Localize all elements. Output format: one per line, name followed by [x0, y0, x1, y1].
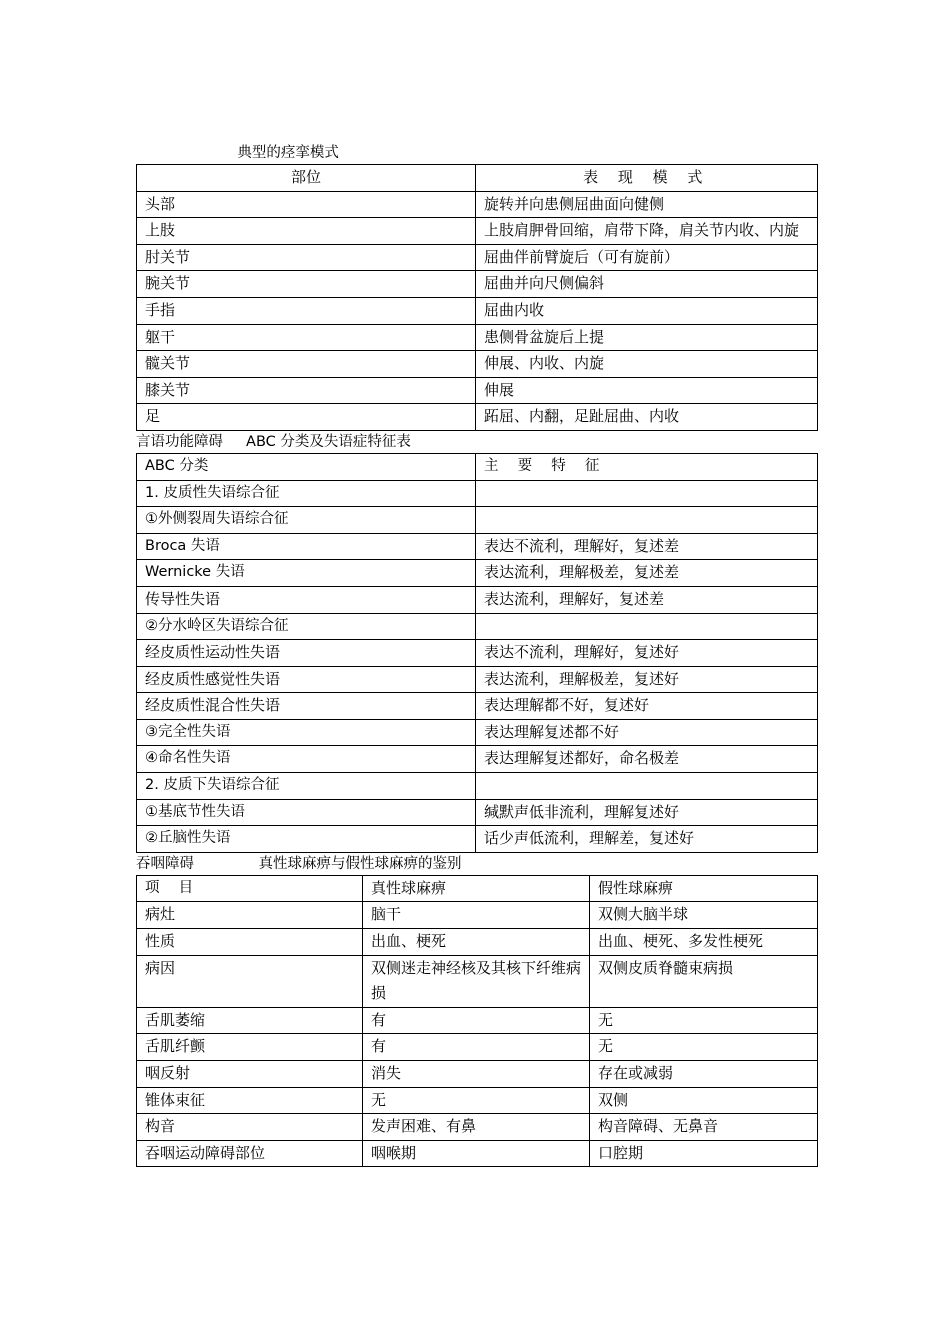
cell: 表达理解都不好，复述好 — [476, 693, 818, 720]
cell: 经皮质性感觉性失语 — [137, 666, 476, 693]
table-row — [137, 955, 818, 1007]
cell: ①基底节性失语 — [137, 799, 476, 826]
cell: 髋关节 — [137, 351, 476, 378]
table-row — [137, 297, 818, 324]
cell: ④命名性失语 — [137, 746, 476, 773]
table-row — [137, 1007, 818, 1034]
cell: 有 — [363, 1034, 590, 1061]
table-row — [137, 377, 818, 404]
cell: 经皮质性运动性失语 — [137, 640, 476, 667]
table-row — [137, 902, 818, 929]
table-row — [137, 507, 818, 534]
table-row — [137, 191, 818, 218]
cell: 经皮质性混合性失语 — [137, 693, 476, 720]
cell: 2. 皮质下失语综合征 — [137, 773, 476, 800]
cell: 出血、梗死 — [363, 929, 590, 956]
cell — [476, 613, 818, 640]
cell: 舌肌萎缩 — [137, 1007, 363, 1034]
cell: 手指 — [137, 297, 476, 324]
cell: Wernicke 失语 — [137, 560, 476, 587]
cell: 缄默声低非流利，理解复述好 — [476, 799, 818, 826]
table-row — [137, 1034, 818, 1061]
cell: 无 — [590, 1007, 818, 1034]
cell: ②分水岭区失语综合征 — [137, 613, 476, 640]
header-cell-true-bulbar: 真性球麻痹 — [363, 875, 590, 902]
cell: 1. 皮质性失语综合征 — [137, 480, 476, 507]
cell: ③完全性失语 — [137, 719, 476, 746]
table-row — [137, 746, 818, 773]
cell: 有 — [363, 1007, 590, 1034]
table-row — [137, 666, 818, 693]
table-row — [137, 533, 818, 560]
cell: 出血、梗死、多发性梗死 — [590, 929, 818, 956]
cell: 双侧 — [590, 1087, 818, 1114]
cell — [476, 507, 818, 534]
cell: 双侧大脑半球 — [590, 902, 818, 929]
cell — [476, 773, 818, 800]
table-row — [137, 799, 818, 826]
cell: 上肢 — [137, 218, 476, 245]
cell: 吞咽运动障碍部位 — [137, 1140, 363, 1167]
cell: 患侧骨盆旋后上提 — [476, 324, 818, 351]
cell: ①外侧裂周失语综合征 — [137, 507, 476, 534]
table-row — [137, 773, 818, 800]
table-row — [137, 324, 818, 351]
cell: 发声困难、有鼻 — [363, 1114, 590, 1141]
cell: Broca 失语 — [137, 533, 476, 560]
cell: 口腔期 — [590, 1140, 818, 1167]
cell: 表达不流利，理解好，复述好 — [476, 640, 818, 667]
table-header-row — [137, 165, 818, 192]
table-row — [137, 560, 818, 587]
table-row — [137, 244, 818, 271]
table-row — [137, 480, 818, 507]
table-row — [137, 404, 818, 431]
cell: 屈曲内收 — [476, 297, 818, 324]
cell: 伸展、内收、内旋 — [476, 351, 818, 378]
header-cell-pattern: 表 现 模 式 — [476, 165, 818, 192]
cell: 跖屈、内翻，足趾屈曲、内收 — [476, 404, 818, 431]
cell: 足 — [137, 404, 476, 431]
spasm-pattern-table — [136, 164, 818, 431]
header-cell-abc: ABC 分类 — [137, 453, 476, 480]
cell: 头部 — [137, 191, 476, 218]
aphasia-table — [136, 453, 818, 853]
cell: 表达流利，理解极差，复述差 — [476, 560, 818, 587]
cell: 表达流利，理解好，复述差 — [476, 586, 818, 613]
cell: 无 — [363, 1087, 590, 1114]
table-row — [137, 1087, 818, 1114]
cell: 表达理解复述都好，命名极差 — [476, 746, 818, 773]
table-row — [137, 271, 818, 298]
aphasia-caption: 言语功能障碍 ABC 分类及失语症特征表 — [136, 433, 411, 450]
cell: 消失 — [363, 1061, 590, 1088]
cell: 锥体束征 — [137, 1087, 363, 1114]
cell: 咽喉期 — [363, 1140, 590, 1167]
table-row — [137, 1114, 818, 1141]
cell: 双侧皮质脊髓束病损 — [590, 955, 818, 1007]
table-row — [137, 929, 818, 956]
table-row — [137, 613, 818, 640]
cell: 腕关节 — [137, 271, 476, 298]
cell: 话少声低流利，理解差，复述好 — [476, 826, 818, 853]
cell: 咽反射 — [137, 1061, 363, 1088]
cell: 舌肌纤颤 — [137, 1034, 363, 1061]
cell: 构音障碍、无鼻音 — [590, 1114, 818, 1141]
cell — [476, 480, 818, 507]
bulbar-palsy-table — [136, 875, 818, 1168]
table-row — [137, 693, 818, 720]
header-cell-pseudo-bulbar: 假性球麻痹 — [590, 875, 818, 902]
header-cell-part: 部位 — [137, 165, 476, 192]
cell: 性质 — [137, 929, 363, 956]
cell: 传导性失语 — [137, 586, 476, 613]
cell: 屈曲并向尺侧偏斜 — [476, 271, 818, 298]
cell: 脑干 — [363, 902, 590, 929]
cell: 屈曲伴前臂旋后（可有旋前） — [476, 244, 818, 271]
cell: 无 — [590, 1034, 818, 1061]
bulbar-palsy-caption: 吞咽障碍 真性球麻痹与假性球麻痹的鉴别 — [136, 855, 462, 872]
cell: 存在或减弱 — [590, 1061, 818, 1088]
table-row — [137, 826, 818, 853]
document-page — [136, 142, 817, 1167]
cell: 表达流利，理解极差，复述好 — [476, 666, 818, 693]
cell: 表达理解复述都不好 — [476, 719, 818, 746]
cell: 旋转并向患侧屈曲面向健侧 — [476, 191, 818, 218]
cell: 上肢肩胛骨回缩，肩带下降，肩关节内收、内旋 — [476, 218, 818, 245]
table-header-row — [137, 453, 818, 480]
cell: 躯干 — [137, 324, 476, 351]
table-row — [137, 719, 818, 746]
table-row — [137, 586, 818, 613]
table-row — [137, 218, 818, 245]
table-header-row — [137, 875, 818, 902]
table-row — [137, 1061, 818, 1088]
header-cell-feature: 主 要 特 征 — [476, 453, 818, 480]
cell: 膝关节 — [137, 377, 476, 404]
table-row — [137, 640, 818, 667]
header-cell-item: 项 目 — [137, 875, 363, 902]
cell: 表达不流利，理解好，复述差 — [476, 533, 818, 560]
cell: 病因 — [137, 955, 363, 1007]
table-row — [137, 351, 818, 378]
table-row — [137, 1140, 818, 1167]
spasm-pattern-caption: 典型的痉挛模式 — [136, 145, 339, 161]
cell: 肘关节 — [137, 244, 476, 271]
cell: 病灶 — [137, 902, 363, 929]
cell: 伸展 — [476, 377, 818, 404]
cell: ②丘脑性失语 — [137, 826, 476, 853]
cell: 双侧迷走神经核及其核下纤维病损 — [363, 955, 590, 1007]
cell: 构音 — [137, 1114, 363, 1141]
